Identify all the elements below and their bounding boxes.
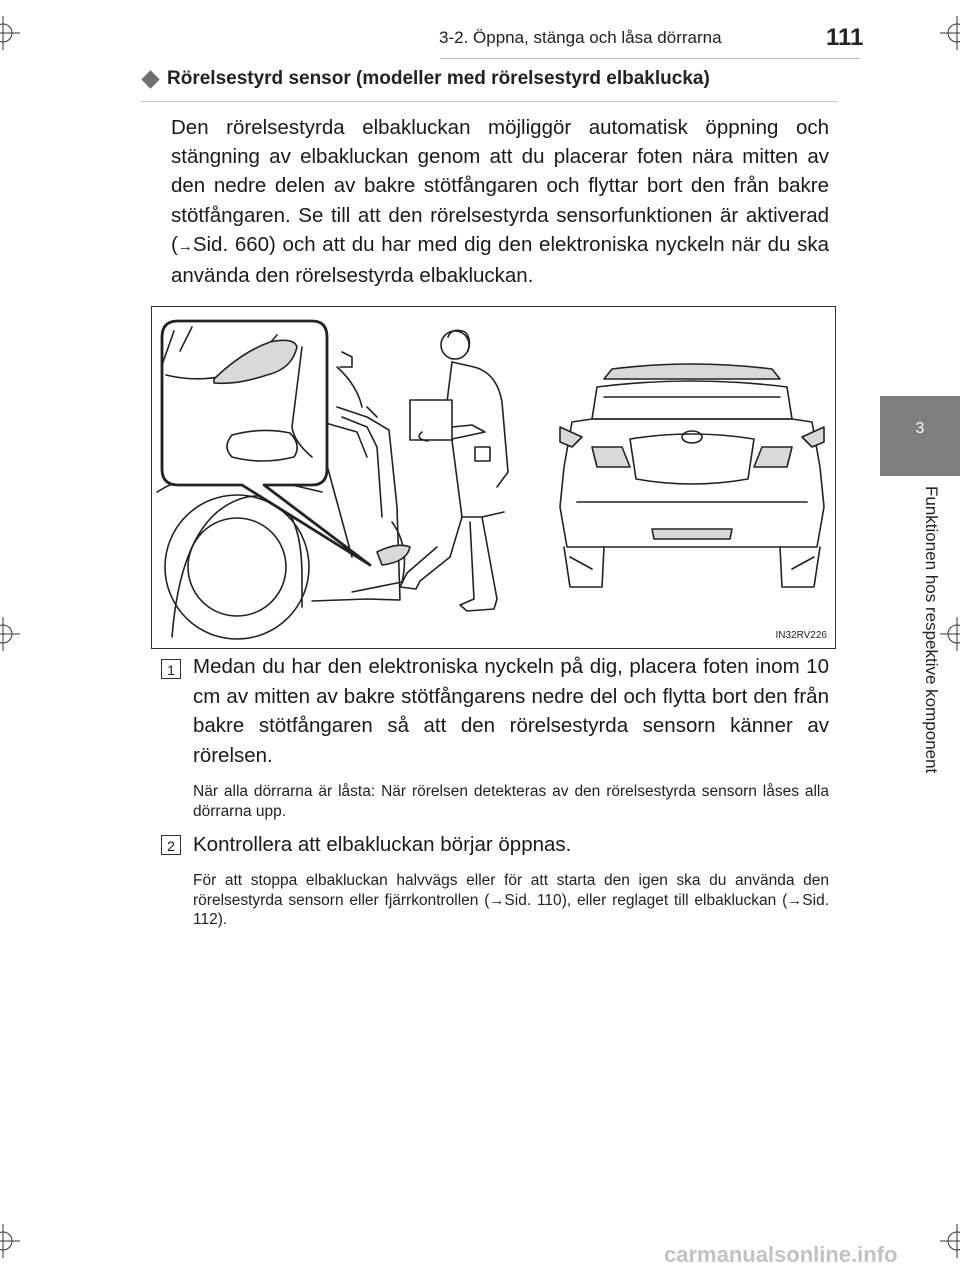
step-2-note-text-1: För att stoppa elbakluckan halvvägs eller för att starta den igen ska du använda den rörelsestyrda sensorn eller fjärrkontrollen ( — [193, 872, 829, 909]
figure-code: IN32RV226 — [775, 630, 827, 641]
crop-mark-bottom-right — [940, 1224, 960, 1258]
crop-mark-top-right — [940, 16, 960, 50]
chapter-number: 3 — [915, 420, 925, 437]
step-2-note-text-3: ). — [217, 911, 228, 928]
arrow-icon: → — [787, 891, 803, 909]
crop-mark-mid-right — [940, 617, 960, 651]
page-reference-link[interactable]: Sid. 110 — [504, 891, 562, 909]
arrow-icon: → — [177, 237, 193, 255]
arrow-icon: → — [489, 891, 505, 909]
person-with-box-drawing — [400, 330, 508, 611]
intro-text-2: ) och att du har med dig den elektroniska nyckeln när du ska använda den rörelsestyrda elbakluckan. — [171, 232, 829, 288]
section-heading-text: Rörelsestyrd sensor (modeller med rörelsestyrd elbaklucka) — [167, 68, 710, 89]
car-rear-view-drawing — [560, 364, 824, 587]
step-number-2: 2 — [161, 835, 181, 855]
step-number-1: 1 — [161, 659, 181, 679]
step-2-note — [193, 871, 829, 930]
section-heading — [140, 68, 710, 90]
chapter-tab — [880, 396, 960, 476]
step-2-text: Kontrollera att elbakluckan börjar öppnas. — [193, 833, 572, 856]
page-reference-link[interactable]: Sid. 112 — [193, 891, 830, 928]
step-2-note-text-2: ), eller reglaget till elbakluckan ( — [561, 891, 788, 909]
step-1-note: När alla dörrarna är låsta: När rörelsen detekteras av den rörelsestyrda sensorn låses alla dörrarna upp. — [193, 783, 829, 820]
crop-mark-bottom-left — [0, 1224, 20, 1258]
diamond-bullet-icon — [141, 70, 159, 88]
intro-paragraph — [171, 113, 829, 290]
header-rule — [440, 58, 860, 59]
heading-rule — [141, 101, 838, 102]
crop-mark-mid-left — [0, 617, 20, 651]
crop-mark-top-left — [0, 16, 20, 50]
page-reference-link[interactable]: Sid. 660 — [192, 232, 270, 256]
watermark: carmanualsonline.info — [664, 1242, 898, 1267]
intro-text-1: Den rörelsestyrda elbakluckan möjliggör automatisk öppning och stängning av elbakluckan genom att du placerar foten nära mitten av den nedre delen av bakre stötfångaren och flyttar bort den från bakre stötfångaren. Se till att den rörelsestyrda sensorfunktionen är aktiverad ( — [171, 116, 829, 256]
step-1-text: Medan du har den elektroniska nyckeln på dig, placera foten inom 10 cm av mitten av bakre stötfångarens nedre del och flytta bort den från bakre stötfångaren så att den rörelsestyrda sensorn känner av rörelsen. — [193, 655, 829, 767]
running-header-section: 3-2. Öppna, stänga och låsa dörrarna — [439, 28, 722, 47]
chapter-title: Funktionen hos respektive komponent — [922, 486, 941, 774]
illustration-kick-sensor — [151, 306, 836, 649]
page-number: 111 — [826, 24, 864, 51]
